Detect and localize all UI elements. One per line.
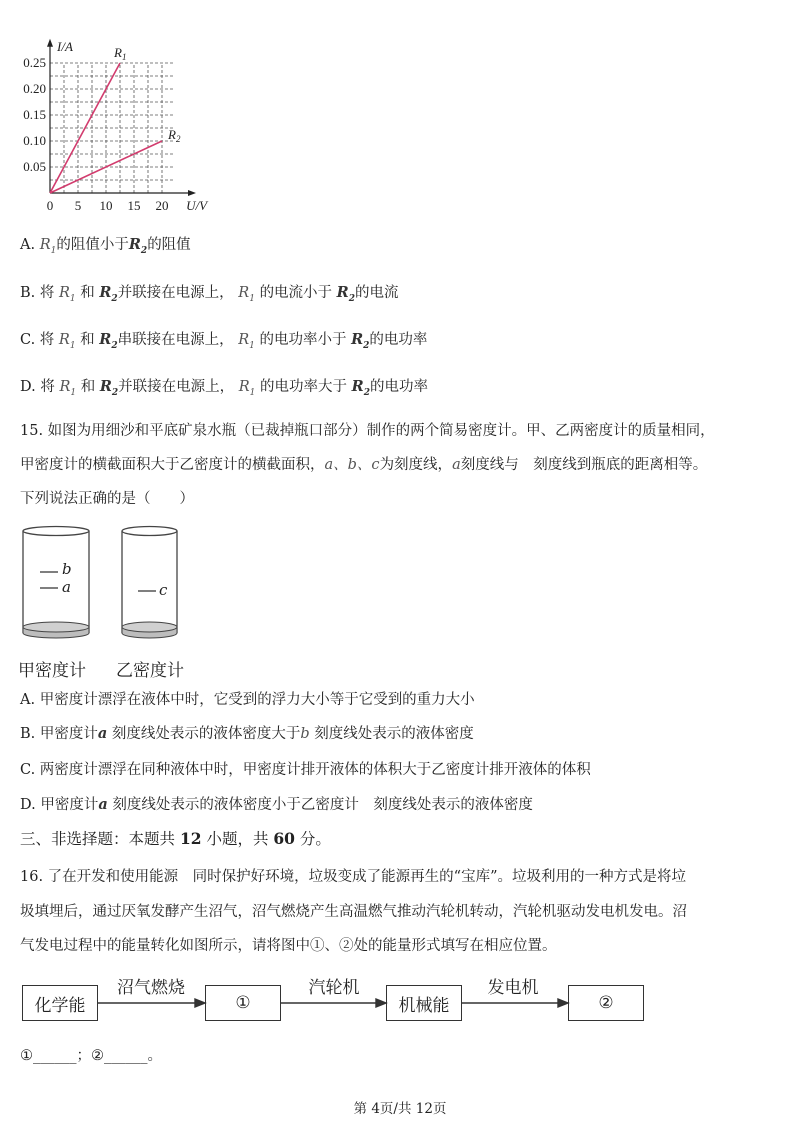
q14-option-c[interactable]: C. 将 $R_1$ 和 $R_2$串联接在电源上， $R_1$ 的电功率小于 $R_2$的电功率 [20,331,428,351]
x-tick-label: 5 [74,198,82,213]
density-meters-figure [18,525,198,650]
y-tick-label: 0.10 [23,133,46,148]
section-3-heading: 三、非选择题：本题共 12 小题，共 60 分。 [20,829,331,848]
q15-option-c[interactable]: C. 两密度计漂浮在同种液体中时，甲密度计排开液体的体积大于乙密度计排开液体的体积 [20,762,591,778]
y-axis-arrow [47,39,53,47]
flow-box-blank-2: ② [568,985,644,1021]
q15-option-b[interactable]: B. 甲密度计a 刻度线处表示的液体密度大于b 刻度线处表示的液体密度 [20,725,474,742]
y-tick-label: 0.25 [23,55,46,70]
iu-graph [0,30,230,220]
q15-option-a[interactable]: A. 甲密度计漂浮在液体中时，它受到的浮力大小等于它受到的重力大小 [20,692,475,708]
x-tick-label: 15 [127,198,141,213]
graph-axes [47,39,196,196]
q16-line-1: 16. 了在开发和使用能源 同时保护好环境，垃圾变成了能源再生的“宝库”。垃圾利用的一种方式是将垃 [20,869,686,885]
graph-grid [50,63,173,193]
x-tick-label: 10 [99,198,113,213]
series-label-r2: $R_2$ [168,127,181,144]
x-tick-label: 0 [46,198,54,213]
q14-option-d[interactable]: D. 将 $R_1$ 和 $R_2$并联接在电源上， $R_1$ 的电功率大于 $R_2$的电功率 [20,378,428,398]
y-tick-label: 0.05 [23,159,46,174]
flow-box-blank-1: ① [205,985,281,1021]
q15-option-d[interactable]: D. 甲密度计a 刻度线处表示的液体密度小于乙密度计 刻度线处表示的液体密度 [20,796,533,813]
q16-line-3: 气发电过程中的能量转化如图所示，请将图中①、②处的能量形式填写在相应位置。 [20,938,557,954]
q15-line-3: 下列说法正确的是（ ） [20,491,194,507]
q15-line-1: 15. 如图为用细沙和平底矿泉水瓶（已裁掉瓶口部分）制作的两个简易密度计。甲、乙两密度计的质量相同， [20,423,715,439]
flow-arrow-label-1: 沼气燃烧 [117,978,185,998]
q14-option-b[interactable]: B. 将 $R_1$ 和 $R_2$并联接在电源上， $R_1$ 的电流小于 $R_2$的电流 [20,284,399,304]
caption-jia: 甲密度计 [18,661,86,681]
y-axis-label: I/A [57,38,73,54]
q14-option-a[interactable]: A. $R_1$的阻值小于$R_2$的阻值 [20,236,191,256]
q15-line-2: 甲密度计的横截面积大于乙密度计的横截面积，a、b、c为刻度线，a刻度线与 刻度线到瓶底的距离相等。 [20,457,708,473]
page-footer: 第 4页/共 12页 [353,1101,447,1117]
mark-a-label: a [62,578,71,596]
y-tick-label: 0.20 [23,81,46,96]
y-tick-label: 0.15 [23,107,46,122]
x-axis-arrow [188,190,196,196]
yi-bottle [122,527,177,638]
flow-box-chemical-energy: 化学能 [22,985,98,1021]
x-tick-label: 20 [155,198,169,213]
mark-c-label: c [159,581,168,599]
flow-arrow-label-3: 发电机 [487,978,539,998]
series-label-r1: $R_1$ [114,45,127,62]
flow-box-mechanical-energy: 机械能 [386,985,462,1021]
mark-b-label: b [62,560,72,578]
flow-arrow-label-2: 汽轮机 [308,978,360,998]
graph-labels [56,39,209,213]
q16-answer-blanks[interactable]: ①______；②______。 [20,1048,162,1064]
jia-bottle [23,527,89,639]
graph-ticks [23,55,168,213]
x-axis-label: U/V [186,198,208,213]
caption-yi: 乙密度计 [116,661,184,681]
q16-line-2: 圾填埋后，通过厌氧发酵产生沼气，沼气燃烧产生高温燃气推动汽轮机转动，汽轮机驱动发电机发电。沼 [20,904,687,920]
